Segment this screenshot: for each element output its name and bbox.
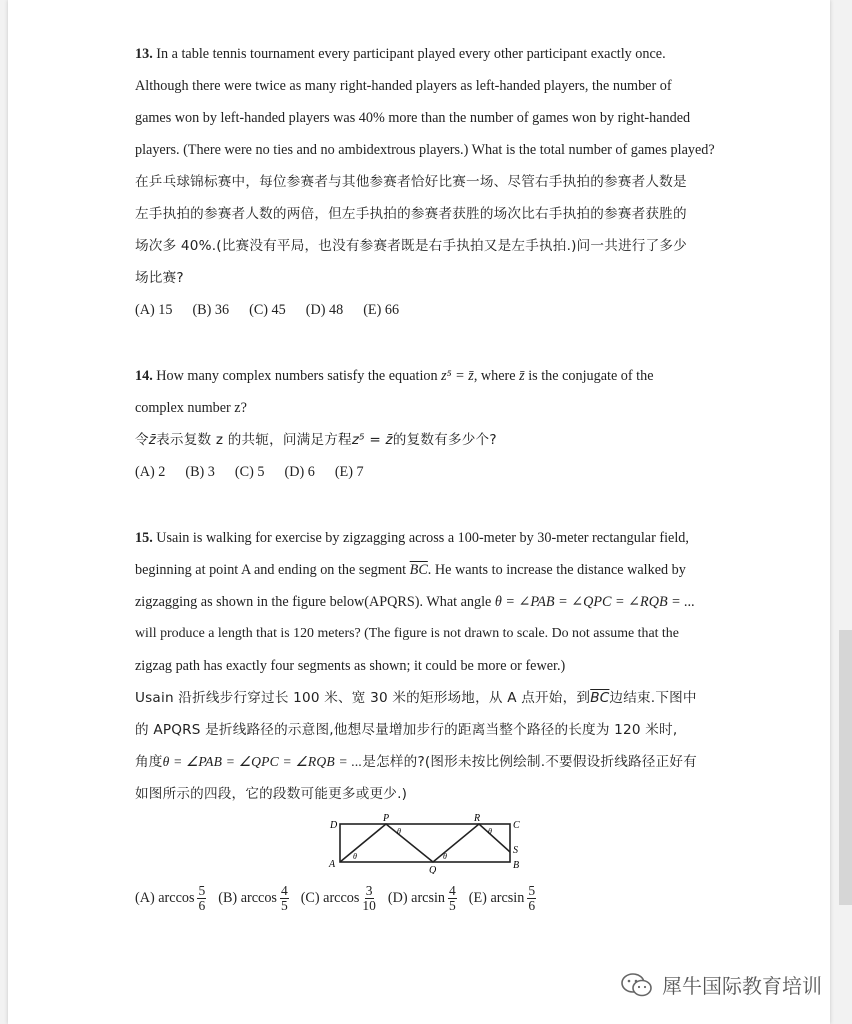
q13-line-1 xyxy=(135,38,725,70)
q15-cn-bc: $\overline{BC}$ xyxy=(590,690,610,706)
fraction-denominator: 5 xyxy=(280,897,288,913)
q15-choice-b xyxy=(218,884,288,913)
q13-choice-e: (E) 66 xyxy=(363,302,400,318)
choice-fraction xyxy=(362,884,376,913)
q15-choice-e xyxy=(469,884,536,913)
document-content xyxy=(135,38,725,920)
q15-cn-3a: 角度 xyxy=(135,754,163,770)
choice-fraction xyxy=(280,884,289,913)
choice-function: arcsin xyxy=(411,889,446,906)
choice-function: arccos xyxy=(240,889,277,906)
q15-cn-1b: 边结束.下图中 xyxy=(609,690,697,706)
q13-text: In a table tennis tournament every participant played every other participant exactly once. xyxy=(156,46,666,62)
q14-number: 14. xyxy=(135,368,153,384)
label-q: Q xyxy=(429,865,437,874)
q14-cn-zbar: z̄ xyxy=(148,432,157,448)
label-a: A xyxy=(329,859,336,870)
document-page xyxy=(8,0,830,1024)
q15-line-5: zigzag path has exactly four segments as shown; it could be more or fewer.) xyxy=(135,658,566,674)
fraction-numerator: 4 xyxy=(280,882,288,898)
q13-number: 13. xyxy=(135,46,153,62)
q15-number: 15. xyxy=(135,530,153,546)
zigzag-path xyxy=(340,824,510,862)
q15-line-1 xyxy=(135,522,725,554)
label-c: C xyxy=(513,820,520,831)
q14-text-b: , where xyxy=(473,368,516,384)
fraction-denominator: 5 xyxy=(449,897,456,913)
q14-text-c: is the conjugate of the xyxy=(528,368,654,384)
q13-line-2: Although there were twice as many right-handed players as left-handed players, the number of xyxy=(135,78,672,94)
q14-cn-b: 表示复数 z 的共轭，问满足方程 xyxy=(156,432,352,448)
zigzag-figure xyxy=(135,814,725,874)
choice-function: arccos xyxy=(323,889,360,906)
q13-cn-line-3: 场次多 40%.(比赛没有平局，也没有参赛者既是右手执拍又是左手执拍.)问一共进行了多少 xyxy=(135,238,687,254)
fraction-numerator: 5 xyxy=(528,882,536,898)
q14-cn-a: 令 xyxy=(135,432,149,448)
q14-cn-line xyxy=(135,424,725,456)
choice-fraction xyxy=(448,884,457,913)
q13-choice-c: (C) 45 xyxy=(249,302,286,318)
q13-cn-line-1: 在乒乓球锦标赛中，每位参赛者与其他参赛者恰好比赛一场、尽管右手执拍的参赛者人数是 xyxy=(135,174,687,190)
q13-cn-line-2: 左手执拍的参赛者人数的两倍，但左手执拍的参赛者获胜的场次比右手执拍的参赛者获胜的 xyxy=(135,206,687,222)
theta-a: θ xyxy=(353,852,357,861)
choice-fraction xyxy=(197,884,206,913)
q15-choice-c xyxy=(301,884,376,913)
zigzag-diagram xyxy=(135,814,725,874)
q13-choices xyxy=(135,294,725,326)
label-r: R xyxy=(474,814,481,824)
choice-label: (A) xyxy=(135,889,155,906)
q15-choice-a xyxy=(135,884,206,913)
q14-equation: z⁵ = z̄ xyxy=(441,368,474,384)
q14-choice-a: (A) 2 xyxy=(135,464,166,480)
fraction-denominator: 6 xyxy=(198,897,206,913)
choice-label: (D) xyxy=(387,889,408,906)
q15-line-4: will produce a length that is 120 meters? (The figure is not drawn to scale. Do not assume that the xyxy=(135,626,679,641)
theta-q: θ xyxy=(443,852,447,861)
q15-text-1: Usain is walking for exercise by zigzagging across a 100-meter by 30-meter rectangular field, xyxy=(156,530,689,546)
choice-label: (E) xyxy=(468,889,487,906)
choice-label: (B) xyxy=(218,889,238,906)
wechat-icon xyxy=(620,972,654,998)
q13-choice-d: (D) 48 xyxy=(305,302,344,318)
q14-choice-e: (E) 7 xyxy=(334,464,364,480)
q15-cn-line-4: 如图所示的四段，它的段数可能更多或更少.) xyxy=(135,786,408,802)
scrollbar-thumb[interactable] xyxy=(839,630,852,905)
q13-line-4: players. (There were no ties and no ambidextrous players.) What is the total number of games played? xyxy=(135,142,715,158)
q14-cn-equation: z⁵ = z̄ xyxy=(351,432,393,448)
q14-choice-d: (D) 6 xyxy=(284,464,315,480)
q14-line-2: complex number z? xyxy=(135,400,247,416)
q13-choice-b: (B) 36 xyxy=(192,302,230,318)
q15-line-2 xyxy=(135,554,725,586)
q14-choice-c: (C) 5 xyxy=(234,464,265,480)
label-p: P xyxy=(383,814,390,824)
choice-function: arcsin xyxy=(490,889,525,906)
q14-choice-b: (B) 3 xyxy=(185,464,215,480)
fraction-numerator: 5 xyxy=(198,882,206,898)
label-s: S xyxy=(513,845,518,856)
theta-r: θ xyxy=(488,827,492,836)
q14-choices xyxy=(135,456,725,488)
q15-text-2b: . He wants to increase the distance walked by xyxy=(427,562,686,578)
fraction-denominator: 6 xyxy=(528,897,536,913)
q13-choice-a: (A) 15 xyxy=(135,302,173,318)
q15-choices xyxy=(135,876,725,920)
q15-choice-d xyxy=(388,884,457,913)
theta-p: θ xyxy=(397,827,401,836)
watermark-text: 犀牛国际教育培训 xyxy=(662,974,822,998)
q14-cn-c: 的复数有多少个? xyxy=(392,432,497,448)
q14-text-a: How many complex numbers satisfy the equation xyxy=(156,368,438,384)
q15-angle-equation: θ = ∠PAB = ∠QPC = ∠RQB = ... xyxy=(494,594,695,610)
q15-line-3 xyxy=(135,586,725,618)
choice-fraction xyxy=(527,884,536,913)
label-d: D xyxy=(330,820,338,831)
q15-cn-line-1 xyxy=(135,682,725,714)
q15-cn-3b: 是怎样的?(图形未按比例绘制.不要假设折线路径正好有 xyxy=(362,754,697,770)
q15-cn-1a: Usain 沿折线步行穿过长 100 米、宽 30 米的矩形场地，从 A 点开始，到 xyxy=(135,690,591,706)
q15-cn-line-3 xyxy=(135,746,725,778)
q15-text-2a: beginning at point A and ending on the segment xyxy=(135,562,407,578)
fraction-numerator: 3 xyxy=(365,882,373,898)
q15-cn-angle-equation: θ = ∠PAB = ∠QPC = ∠RQB = ... xyxy=(162,754,363,769)
choice-label: (C) xyxy=(300,889,320,906)
q13-line-3: games won by left-handed players was 40% more than the number of games won by right-handed xyxy=(135,110,691,126)
watermark xyxy=(620,970,822,999)
q14-line-1 xyxy=(135,360,725,392)
fraction-denominator: 10 xyxy=(362,897,376,913)
q14-zbar: z̄ xyxy=(519,368,525,384)
choice-function: arccos xyxy=(158,889,195,906)
label-b: B xyxy=(513,860,520,871)
q15-text-3a: zigzagging as shown in the figure below(APQRS). What angle xyxy=(135,594,492,610)
fraction-numerator: 4 xyxy=(449,882,456,898)
q13-cn-line-4: 场比赛? xyxy=(135,270,184,286)
q15-cn-line-2: 的 APQRS 是折线路径的示意图,他想尽量增加步行的距离当整个路径的长度为 120 米时, xyxy=(135,722,678,738)
q15-segment-bc: $\overline{BC}$ xyxy=(409,562,428,578)
